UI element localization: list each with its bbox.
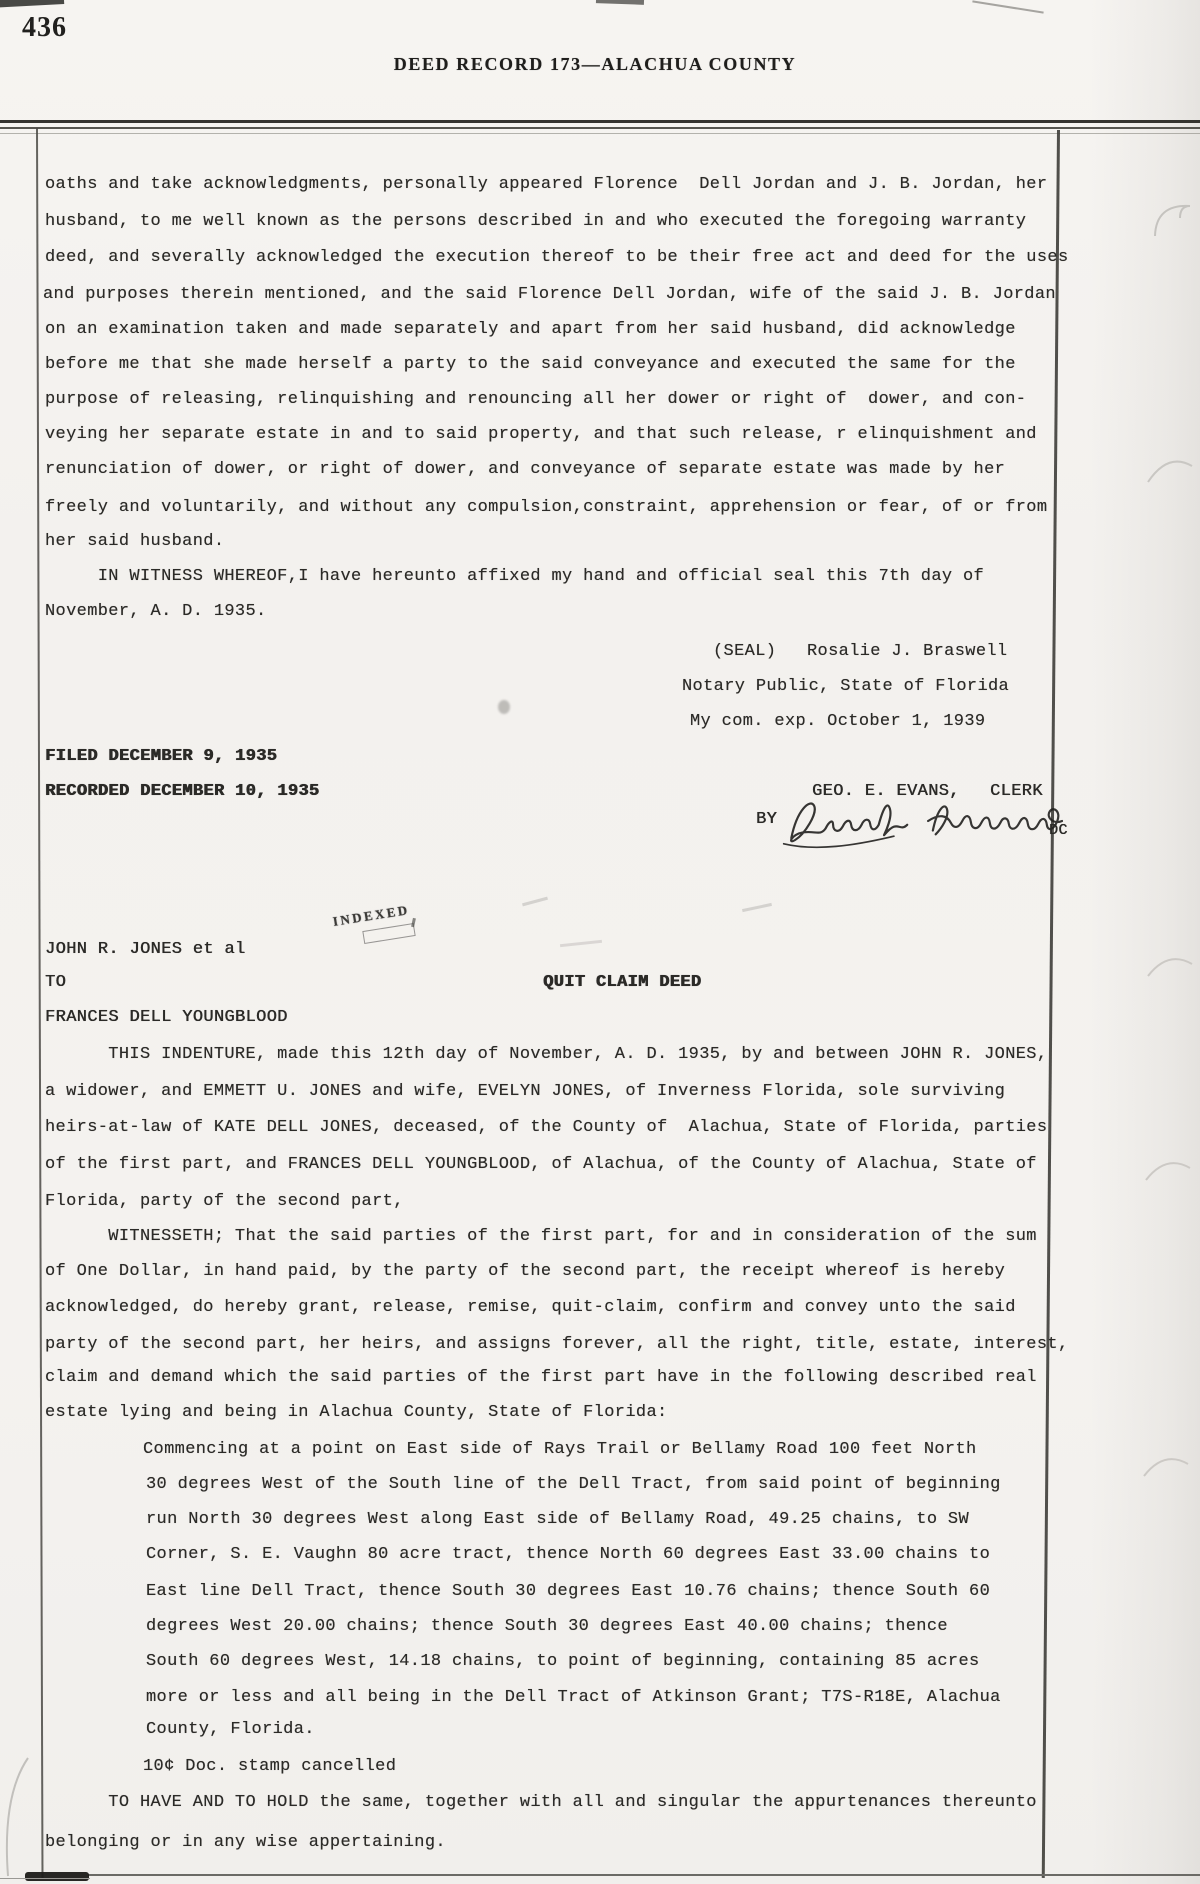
deed-text-line: husband, to me well known as the persons described in and who executed the foregoing warranty	[45, 212, 1027, 231]
deed-text-line: freely and voluntarily, and without any compulsion,constraint, apprehension or fear, of or from	[45, 498, 1048, 517]
page-curl-mark	[1146, 948, 1194, 982]
legal-description-line: Commencing at a point on East side of Rays Trail or Bellamy Road 100 feet North	[143, 1440, 977, 1459]
deputy-clerk-signature	[778, 792, 1063, 850]
deed-text-line: on an examination taken and made separately and apart from her said husband, did acknowledge	[45, 320, 1016, 339]
deed-text-line: November, A. D. 1935.	[45, 602, 267, 621]
deed-text-line: a widower, and EMMETT U. JONES and wife, EVELYN JONES, of Inverness Florida, sole surviving	[45, 1082, 1006, 1101]
page-curl-mark	[1142, 1448, 1190, 1482]
deed-text-line: WITNESSETH; That the said parties of the first part, for and in consideration of the sum	[45, 1227, 1037, 1246]
deed-text-line: party of the second part, her heirs, and assigns forever, all the right, title, estate, interest,	[45, 1335, 1069, 1354]
clerk-name: GEO. E. EVANS,	[812, 782, 960, 801]
smudge	[560, 940, 602, 947]
deputy-initials: DC	[1049, 822, 1068, 839]
legal-description-line: County, Florida.	[146, 1720, 315, 1739]
deed-text-line: IN WITNESS WHEREOF,I have hereunto affixed my hand and official seal this 7th day of	[45, 567, 985, 586]
header-rule-top	[0, 120, 1200, 123]
deed-text-line: before me that she made herself a party to the said conveyance and executed the same for the	[45, 355, 1016, 374]
page-curl-mark	[1150, 196, 1196, 242]
deed-text-line: oaths and take acknowledgments, personally appeared Florence Dell Jordan and J. B. Jordan, her	[45, 175, 1048, 194]
bottom-rule	[88, 1874, 1200, 1876]
deed-text-line: of the first part, and FRANCES DELL YOUNGBLOOD, of Alachua, of the County of Alachua, State of	[45, 1155, 1037, 1174]
seal-label: (SEAL)	[713, 642, 777, 661]
instrument-title: QUIT CLAIM DEED	[543, 973, 702, 992]
smudge	[498, 700, 510, 714]
deed-text-line: acknowledged, do hereby grant, release, remise, quit-claim, confirm and convey unto the said	[45, 1298, 1016, 1317]
deed-text-line: her said husband.	[45, 532, 225, 551]
page-header: DEED RECORD 173—ALACHUA COUNTY	[393, 54, 797, 74]
notary-commission: My com. exp. October 1, 1939	[690, 712, 986, 731]
recorded-date: RECORDED DECEMBER 10, 1935	[45, 782, 320, 801]
header-rule-faint	[0, 133, 1200, 134]
indexed-stamp-box	[362, 923, 415, 944]
deed-text-line: TO HAVE AND TO HOLD the same, together with all and singular the appurtenances thereunto	[45, 1793, 1037, 1812]
header-rule-bottom	[0, 127, 1200, 129]
page-curl-mark	[1146, 452, 1194, 486]
deed-text-line: deed, and severally acknowledged the execution thereof to be their free act and deed for the uses	[45, 248, 1069, 267]
grantor-name: JOHN R. JONES et al	[45, 940, 246, 959]
page-curl-mark	[0, 1756, 30, 1880]
deed-text-line: claim and demand which the said parties of the first part have in the following described real	[45, 1368, 1037, 1387]
notary-name: Rosalie J. Braswell	[807, 642, 1008, 661]
clerk-title: CLERK	[990, 782, 1043, 801]
indexed-stamp: INDEXED	[331, 901, 411, 929]
legal-description-line: East line Dell Tract, thence South 30 degrees East 10.76 chains; thence South 60	[146, 1582, 991, 1601]
to-label: TO	[45, 973, 67, 992]
page-edge-shading	[1090, 0, 1200, 1884]
deed-text-line: Florida, party of the second part,	[45, 1192, 404, 1211]
legal-description-line: degrees West 20.00 chains; thence South 30 degrees East 40.00 chains; thence	[146, 1617, 948, 1636]
doc-stamp-note: 10¢ Doc. stamp cancelled	[143, 1757, 397, 1776]
deed-text-line: THIS INDENTURE, made this 12th day of November, A. D. 1935, by and between JOHN R. JONES,	[45, 1045, 1048, 1064]
notary-title: Notary Public, State of Florida	[682, 677, 1010, 696]
deed-text-line: purpose of releasing, relinquishing and renouncing all her dower or right of dower, and con-	[45, 390, 1027, 409]
deed-text-line: and purposes therein mentioned, and the said Florence Dell Jordan, wife of the said J. B. Jordan	[43, 285, 1056, 304]
deed-text-line: estate lying and being in Alachua County, State of Florida:	[45, 1403, 668, 1422]
scan-artifact	[972, 0, 1043, 13]
legal-description-line: South 60 degrees West, 14.18 chains, to point of beginning, containing 85 acres	[146, 1652, 980, 1671]
scan-artifact	[596, 0, 644, 5]
smudge	[522, 897, 548, 907]
deed-text-line: veying her separate estate in and to said property, and that such release, r elinquishment and	[45, 425, 1037, 444]
deed-text-line: heirs-at-law of KATE DELL JONES, deceased, of the County of Alachua, State of Florida, parties	[45, 1118, 1048, 1137]
indexed-stamp-tick	[411, 918, 415, 927]
deed-text-line: renunciation of dower, or right of dower, and conveyance of separate estate was made by her	[45, 460, 1006, 479]
record-left-border	[36, 128, 43, 1878]
legal-description-line: run North 30 degrees West along East side of Bellamy Road, 49.25 chains, to SW	[146, 1510, 970, 1529]
deed-text-line: belonging or in any wise appertaining.	[45, 1833, 446, 1852]
legal-description-line: more or less and all being in the Dell Tract of Atkinson Grant; T7S-R18E, Alachua	[146, 1688, 1001, 1707]
by-label: BY	[756, 810, 778, 829]
smudge	[742, 903, 772, 912]
deed-text-line: of One Dollar, in hand paid, by the party of the second part, the receipt whereof is hereby	[45, 1262, 1006, 1281]
filed-date: FILED DECEMBER 9, 1935	[45, 747, 278, 766]
scan-artifact	[0, 0, 64, 8]
record-right-border	[1042, 130, 1060, 1878]
legal-description-line: Corner, S. E. Vaughn 80 acre tract, thence North 60 degrees East 33.00 chains to	[146, 1545, 991, 1564]
grantee-name: FRANCES DELL YOUNGBLOOD	[45, 1008, 288, 1027]
page-curl-mark	[1144, 1152, 1192, 1186]
page-number: 436	[22, 12, 67, 43]
scan-artifact	[25, 1872, 89, 1881]
legal-description-line: 30 degrees West of the South line of the Dell Tract, from said point of beginning	[146, 1475, 1001, 1494]
